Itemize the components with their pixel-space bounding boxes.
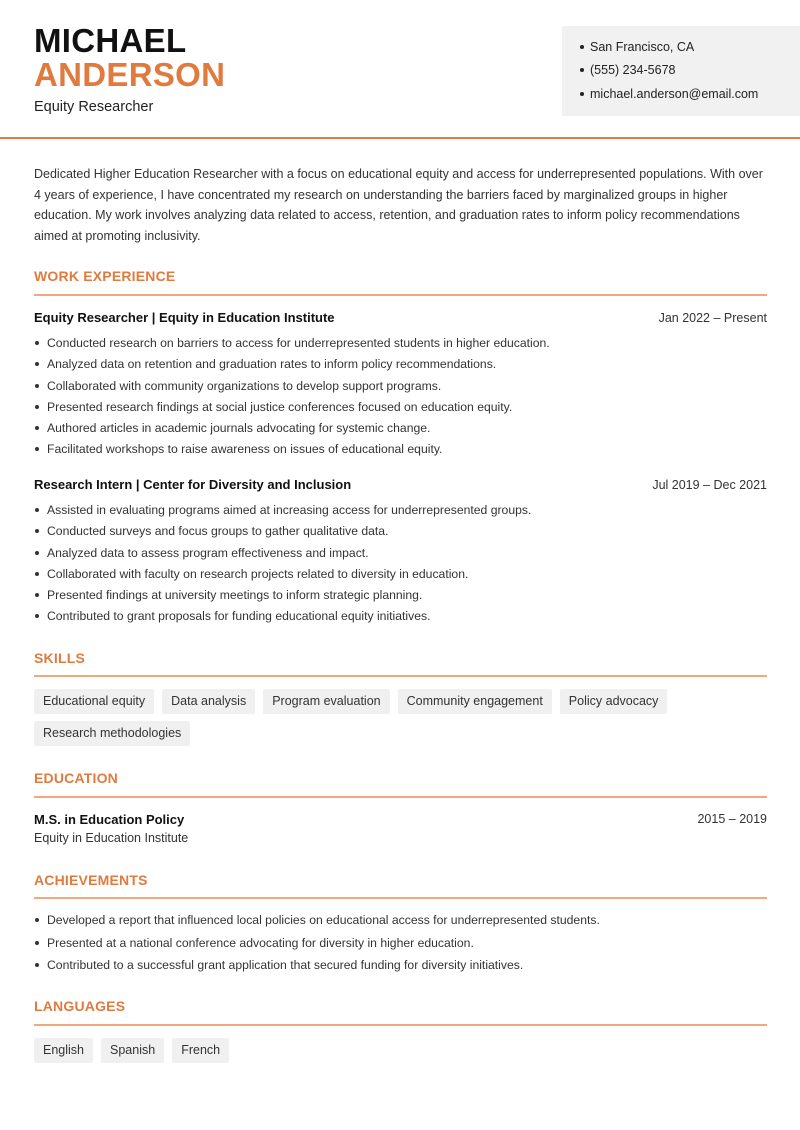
section-divider: [34, 294, 767, 296]
list-item: Contributed to grant proposals for funding educational equity initiatives.: [34, 607, 531, 628]
last-name: ANDERSON: [34, 56, 226, 93]
list-item: Presented at a national conference advocating for diversity in higher education.: [34, 934, 600, 957]
phone-text: (555) 234-5678: [590, 63, 676, 77]
list-item: Contributed to a successful grant application that secured funding for diversity initiatives.: [34, 956, 600, 979]
section-divider: [34, 1024, 767, 1026]
languages-heading: LANGUAGES: [34, 998, 126, 1014]
skills-heading: SKILLS: [34, 650, 85, 666]
contact-email: [580, 87, 758, 101]
skill-tag: Data analysis: [162, 689, 255, 714]
list-item: Facilitated workshops to raise awareness on issues of educational equity.: [34, 440, 550, 461]
list-item: Conducted research on barriers to access for underrepresented students in higher education.: [34, 334, 550, 355]
bullet-icon: [580, 68, 584, 72]
degree: M.S. in Education Policy: [34, 812, 185, 827]
email-text: michael.anderson@email.com: [590, 87, 759, 101]
contact-phone: [580, 63, 675, 77]
section-divider: [34, 675, 767, 677]
skills-list: [34, 689, 774, 746]
list-item: Collaborated with community organizations to develop support programs.: [34, 377, 550, 398]
location-text: San Francisco, CA: [590, 40, 695, 54]
achievements-list: [34, 911, 600, 979]
bullet-icon: [580, 92, 584, 96]
education-heading: EDUCATION: [34, 770, 118, 786]
list-item: Analyzed data to assess program effectiveness and impact.: [34, 544, 531, 565]
resume-header: [0, 0, 800, 139]
skill-tag: Program evaluation: [263, 689, 389, 714]
list-item: Developed a report that influenced local policies on educational access for underrepresented students.: [34, 911, 600, 934]
job-heading: Research Intern | Center for Diversity and Inclusion: [34, 477, 352, 492]
language-tag: English: [34, 1038, 93, 1063]
job-dates: Jul 2019 – Dec 2021: [652, 478, 767, 492]
contact-box: [562, 26, 800, 116]
list-item: Authored articles in academic journals advocating for systemic change.: [34, 419, 550, 440]
list-item: Conducted surveys and focus groups to gather qualitative data.: [34, 522, 531, 543]
bullet-icon: [580, 45, 584, 49]
job-bullets: [34, 334, 550, 462]
language-tag: Spanish: [101, 1038, 164, 1063]
list-item: Collaborated with faculty on research projects related to diversity in education.: [34, 565, 531, 586]
list-item: Presented research findings at social justice conferences focused on education equity.: [34, 398, 550, 419]
list-item: Analyzed data on retention and graduation rates to inform policy recommendations.: [34, 355, 550, 376]
school: Equity in Education Institute: [34, 831, 189, 845]
summary: Dedicated Higher Education Researcher with a focus on educational equity and access for underrepresented populations. With over 4 years of experience, I have concentrated my research on understanding the barriers faced by marginalized groups in higher education. My work involves analyzing data related to access, retention, and graduation rates to inform policy recommendations aimed at promoting inclusivity.: [34, 167, 763, 244]
achievements-heading: ACHIEVEMENTS: [34, 872, 148, 888]
language-tag: French: [172, 1038, 229, 1063]
job-bullets: [34, 501, 531, 629]
job-title: Equity Researcher: [34, 99, 154, 115]
section-divider: [34, 897, 767, 899]
first-name: MICHAEL: [34, 22, 187, 59]
section-divider: [34, 796, 767, 798]
job-heading: Equity Researcher | Equity in Education Institute: [34, 310, 335, 325]
skill-tag: Research methodologies: [34, 721, 190, 746]
work-experience-heading: WORK EXPERIENCE: [34, 268, 176, 284]
languages-list: [34, 1038, 774, 1063]
list-item: Assisted in evaluating programs aimed at increasing access for underrepresented groups.: [34, 501, 531, 522]
list-item: Presented findings at university meetings to inform strategic planning.: [34, 586, 531, 607]
skill-tag: Community engagement: [398, 689, 552, 714]
skill-tag: Policy advocacy: [560, 689, 668, 714]
job-dates: Jan 2022 – Present: [658, 311, 767, 325]
education-dates: 2015 – 2019: [697, 812, 767, 826]
skill-tag: Educational equity: [34, 689, 154, 714]
contact-location: [580, 40, 694, 54]
